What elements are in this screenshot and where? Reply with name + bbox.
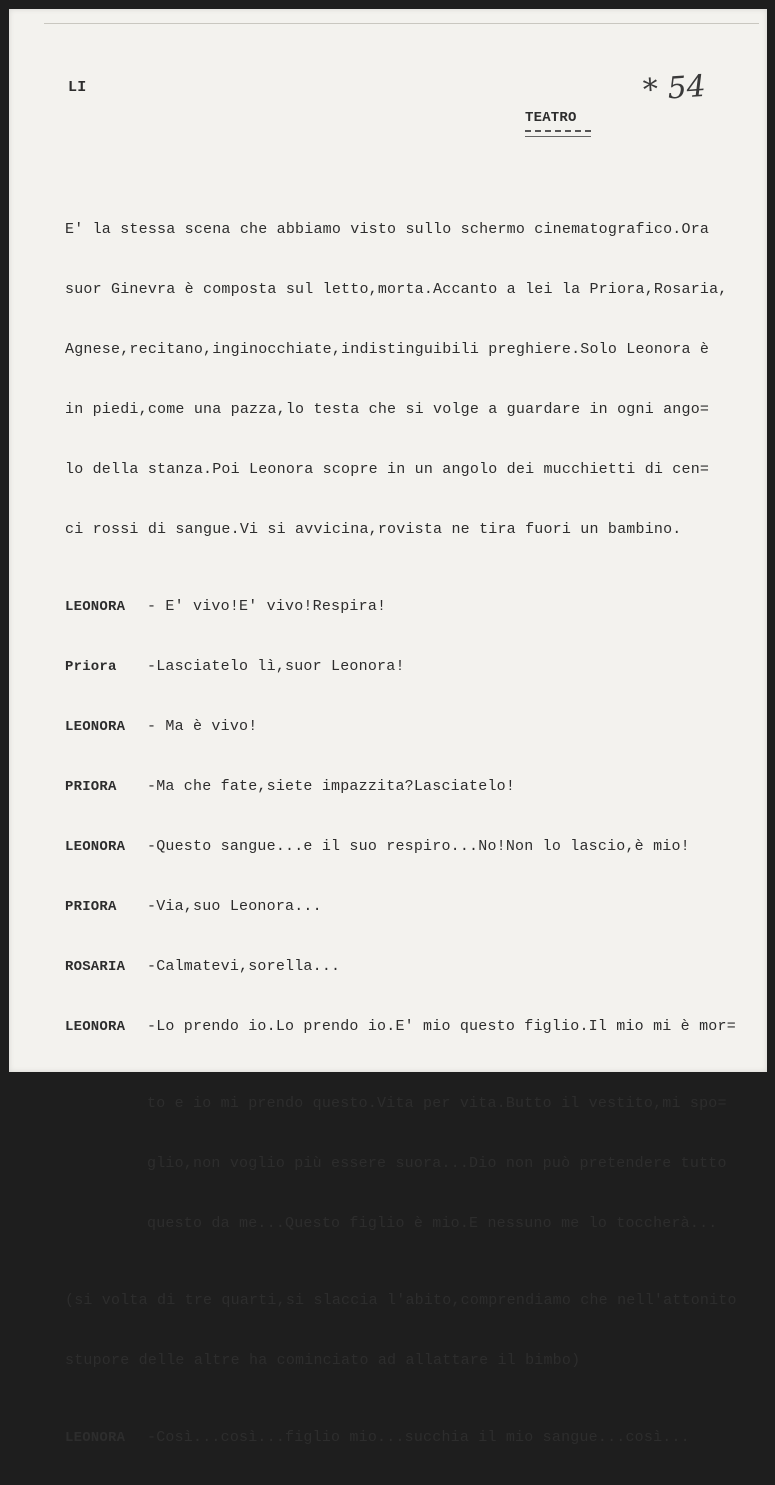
stage-direction-line: lo della stanza.Poi Leonora scopre in un angolo dei mucchietti di cen=: [65, 461, 710, 478]
speaker-name: LEONORA: [65, 1430, 126, 1446]
dialogue-line: [65, 654, 737, 680]
speaker-name: LEONORA: [65, 599, 126, 615]
typewritten-page: [9, 9, 767, 1446]
dialogue-text: - E' vivo!E' vivo!Respira!: [147, 598, 387, 615]
script-body: [65, 183, 737, 1485]
page-number-value: 54: [666, 68, 707, 107]
stage-direction-line: suor Ginevra è composta sul letto,morta.Accanto a lei la Priora,Rosaria,: [65, 281, 728, 298]
speaker-name: Priora: [65, 659, 117, 675]
speaker-name: ROSARIA: [65, 959, 126, 975]
dialogue-text: -Ma che fate,siete impazzita?Lasciatelo!: [147, 778, 516, 795]
dialogue-line: [65, 894, 737, 920]
dialogue-text: -Lo prendo io.Lo prendo io.E' mio questo figlio.Il mio mi è mor=: [147, 1018, 736, 1035]
speaker-name: PRIORA: [65, 779, 117, 795]
page-number-mark: *: [641, 72, 660, 109]
stage-direction-line: in piedi,come una pazza,lo testa che si volge a guardare in ogni ango=: [65, 401, 710, 418]
dialogue-line: [65, 714, 737, 740]
speaker-name: LEONORA: [65, 1019, 126, 1035]
dialogue-text: -Lasciatelo lì,suor Leonora!: [147, 658, 405, 675]
dialogue-continuation: questo da me...Questo figlio è mio.E nessuno me lo toccherà...: [147, 1215, 718, 1232]
stage-direction-line: E' la stessa scena che abbiamo visto sullo schermo cinematografico.Ora: [65, 221, 710, 238]
dialogue-continuation: to e io mi prendo questo.Vita per vita.Butto il vestito,mi spo=: [147, 1095, 727, 1112]
dialogue-text: -Questo sangue...e il suo respiro...No!Non lo lascio,è mio!: [147, 838, 690, 855]
dialogue-line: [65, 954, 737, 980]
dialogue-text: -Calmatevi,sorella...: [147, 958, 341, 975]
dialogue-line: [65, 774, 737, 800]
speaker-name: LEONORA: [65, 839, 126, 855]
dialogue-line: [65, 834, 737, 860]
dialogue-line: [65, 1014, 737, 1040]
stage-direction-line: stupore delle altre ha cominciato ad allattare il bimbo): [65, 1352, 581, 1369]
dialogue-line: [65, 594, 737, 620]
speaker-name: LEONORA: [65, 719, 126, 735]
dialogue-continuation: glio,non voglio più essere suora...Dio non può pretendere tutto: [147, 1155, 727, 1172]
dialogue-text: -Così...così...figlio mio...succhia il mio sangue...così...: [147, 1429, 690, 1446]
section-title: TEATRO: [525, 110, 577, 126]
speaker-name: PRIORA: [65, 899, 117, 915]
dialogue-text: -Via,suo Leonora...: [147, 898, 322, 915]
stage-direction-line: ci rossi di sangue.Vi si avvicina,rovista ne tira fuori un bambino.: [65, 521, 682, 538]
handwritten-page-number: [642, 69, 707, 108]
section-title-underline: [525, 130, 591, 137]
page-top-rule: [44, 23, 759, 24]
dialogue-text: - Ma è vivo!: [147, 718, 258, 735]
stage-direction-line: Agnese,recitano,inginocchiate,indistinguibili preghiere.Solo Leonora è: [65, 341, 710, 358]
page-code: LI: [68, 79, 87, 96]
dialogue-line: [65, 1425, 737, 1451]
stage-direction-line: (si volta di tre quarti,si slaccia l'abito,comprendiamo che nell'attonito: [65, 1292, 737, 1309]
